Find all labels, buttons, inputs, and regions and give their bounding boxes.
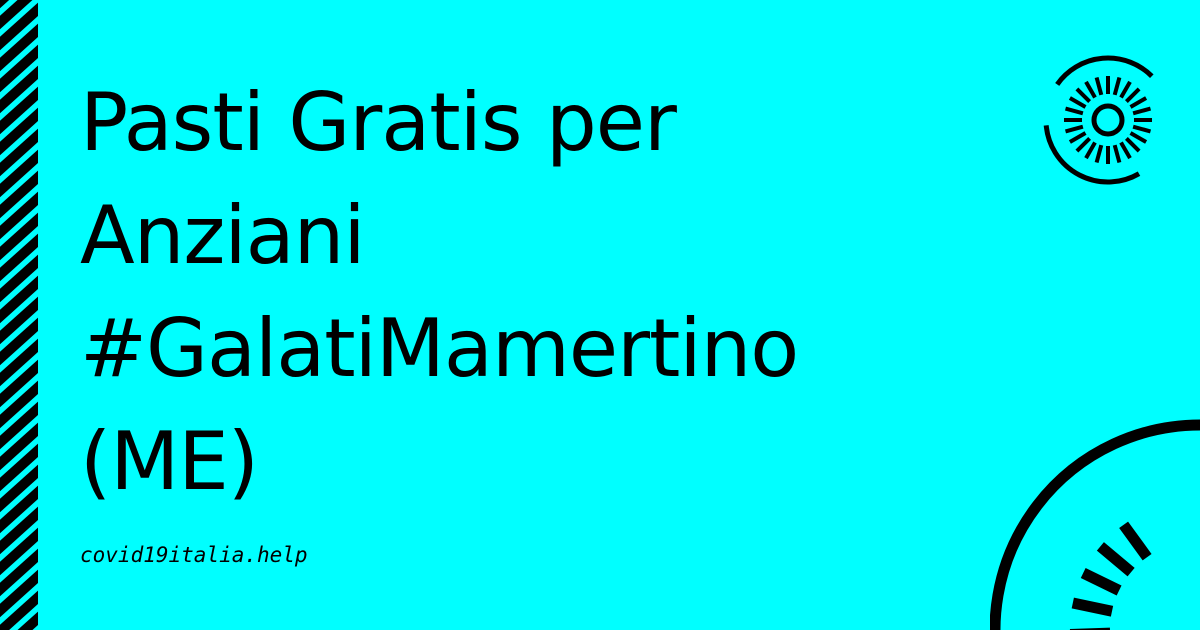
gauge-tick: [1133, 127, 1150, 132]
gauge-tick: [1077, 89, 1090, 102]
gauge-tick: [1100, 546, 1131, 572]
gauge-tick: [1070, 133, 1086, 142]
title-line-2: Anziani: [80, 189, 365, 282]
gauge-tick: [1131, 133, 1147, 142]
gauge-tick: [1097, 78, 1102, 95]
title-line-1: Pasti Gratis per: [80, 76, 676, 169]
gauge-tick: [1070, 98, 1086, 107]
gauge-tick: [1115, 78, 1120, 95]
page-title: [80, 66, 980, 518]
gauge-tick: [1126, 89, 1139, 102]
gauge-tick: [1066, 109, 1083, 114]
gauge-tick: [1115, 145, 1120, 162]
gauge-tick: [1086, 82, 1095, 98]
gauge-tick: [1126, 138, 1139, 151]
gauge-tick: [1086, 143, 1095, 159]
gauge-tick: [1097, 145, 1102, 162]
gauge-tick: [1133, 109, 1150, 114]
site-url: covid19italia.help: [80, 543, 308, 567]
radial-gauge-icon: [990, 380, 1200, 630]
title-line-3: #GalatiMamertino: [80, 302, 799, 395]
target-icon: [1030, 20, 1180, 185]
gauge-tick: [1131, 98, 1147, 107]
gauge-tick: [1121, 143, 1130, 159]
gauge-tick: [1121, 82, 1130, 98]
gauge-tick: [1073, 603, 1112, 611]
diagonal-stripes-border: [0, 0, 38, 630]
gauge-tick: [1077, 138, 1090, 151]
gauge-tick: [1066, 127, 1083, 132]
gauge-tick: [1083, 573, 1119, 591]
gauge-tick: [1124, 525, 1148, 557]
title-line-4: (ME): [80, 415, 258, 508]
